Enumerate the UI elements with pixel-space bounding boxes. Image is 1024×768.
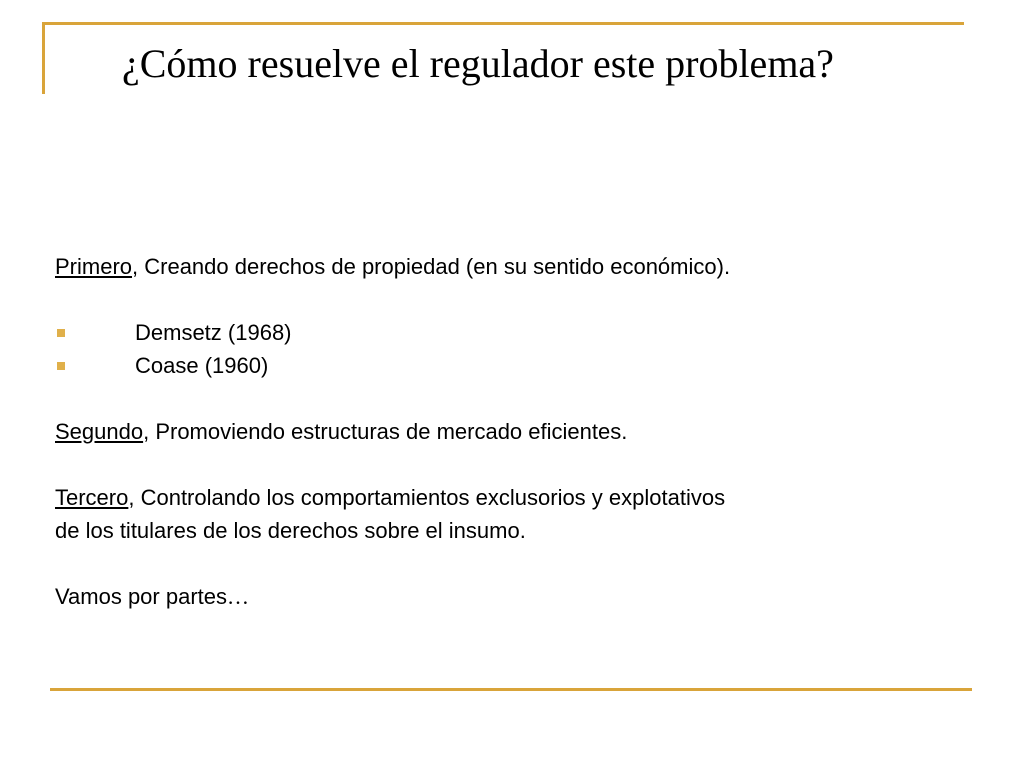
left-border-line <box>42 22 45 94</box>
first-label: Primero <box>55 254 133 279</box>
first-text: , Creando derechos de propiedad (en su sentido económico). <box>132 254 731 279</box>
third-point-continuation: de los titulares de los derechos sobre el insumo. <box>55 518 526 543</box>
third-point <box>55 481 955 514</box>
bullet-text: Demsetz (1968) <box>135 320 292 345</box>
spacer <box>55 283 955 316</box>
spacer <box>55 382 955 415</box>
bullet-item <box>55 316 955 349</box>
first-point <box>55 250 955 283</box>
closing-line <box>55 580 955 613</box>
spacer <box>55 547 955 580</box>
second-text: , Promoviendo estructuras de mercado eficientes. <box>143 419 628 444</box>
square-bullet-icon <box>57 362 65 370</box>
closing-text: Vamos por partes <box>55 584 228 609</box>
closing-ellipsis: … <box>227 584 250 609</box>
slide-body <box>55 250 955 613</box>
slide-title: ¿Cómo resuelve el regulador este problema? <box>122 41 834 86</box>
third-text: , Controlando los comportamientos exclusorios y explotativos <box>128 485 726 510</box>
square-bullet-icon <box>57 329 65 337</box>
third-label: Tercero <box>55 485 129 510</box>
spacer <box>55 448 955 481</box>
second-label: Segundo <box>55 419 144 444</box>
bottom-border-line <box>50 688 972 691</box>
bullet-item <box>55 349 955 382</box>
second-point <box>55 415 955 448</box>
bullet-text: Coase (1960) <box>135 353 269 378</box>
top-border-line <box>42 22 964 25</box>
